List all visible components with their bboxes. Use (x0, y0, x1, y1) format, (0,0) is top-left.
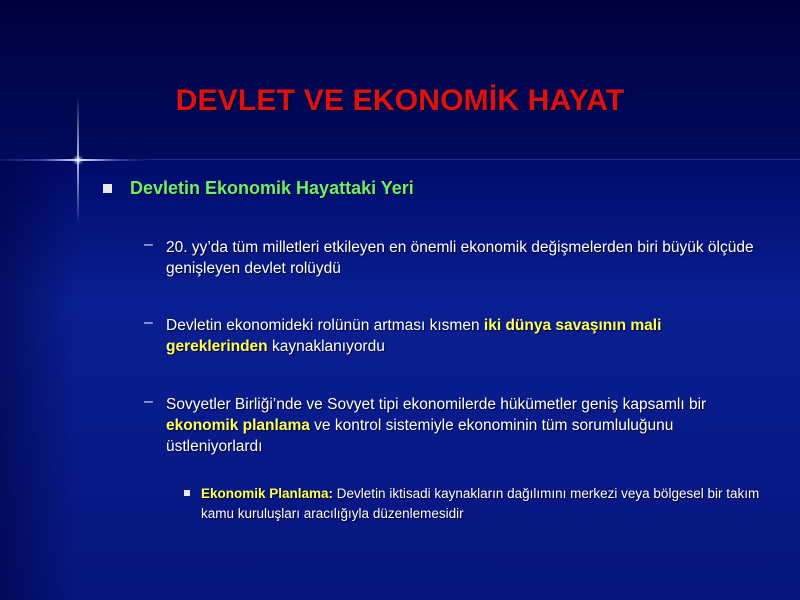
list-item-1 (166, 237, 766, 279)
dash-bullet: – (144, 314, 153, 331)
sub-bullet-square-icon (184, 490, 190, 496)
sub-list-item (201, 484, 771, 524)
list-item-3 (166, 394, 766, 457)
list-item-2-text-after: kaynaklanıyordu (267, 338, 385, 355)
slide-title: DEVLET VE EKONOMİK HAYAT (175, 84, 625, 117)
decorative-sparkle (72, 155, 84, 165)
title-band (0, 0, 800, 160)
sub-item-text: Devletin iktisadi kaynakların dağılımını merkezi veya bölgesel bir takım kamu kuruluşları aracılığıyla düzenlemesidir (201, 486, 760, 521)
section-heading: Devletin Ekonomik Hayattaki Yeri (130, 178, 414, 198)
divider-line (145, 159, 800, 160)
list-item-2-text-before: Devletin ekonomideki rolünün artması kısmen (166, 317, 484, 334)
list-item-2 (166, 315, 766, 357)
sub-item-term: Ekonomik Planlama: (201, 486, 334, 501)
dash-bullet: – (144, 393, 153, 410)
list-item-3-highlight: ekonomik planlama (166, 417, 310, 434)
list-item-3-text-after: ve kontrol sistemiyle ekonominin tüm sorumluluğunu üstleniyorlardı (166, 417, 674, 455)
left-shade (0, 160, 78, 600)
bullet-square-icon (103, 184, 112, 193)
list-item-1-text: 20. yy’da tüm milletleri etkileyen en önemli ekonomik değişmelerden biri büyük ölçüde genişleyen devlet rolüydü (166, 239, 754, 277)
dash-bullet: – (144, 236, 153, 253)
list-item-2-highlight: iki dünya savaşının mali gereklerinden (166, 317, 662, 355)
list-item-3-text-before: Sovyetler Birliği’nde ve Sovyet tipi ekonomilerde hükümetler geniş kapsamlı bir (166, 396, 707, 413)
